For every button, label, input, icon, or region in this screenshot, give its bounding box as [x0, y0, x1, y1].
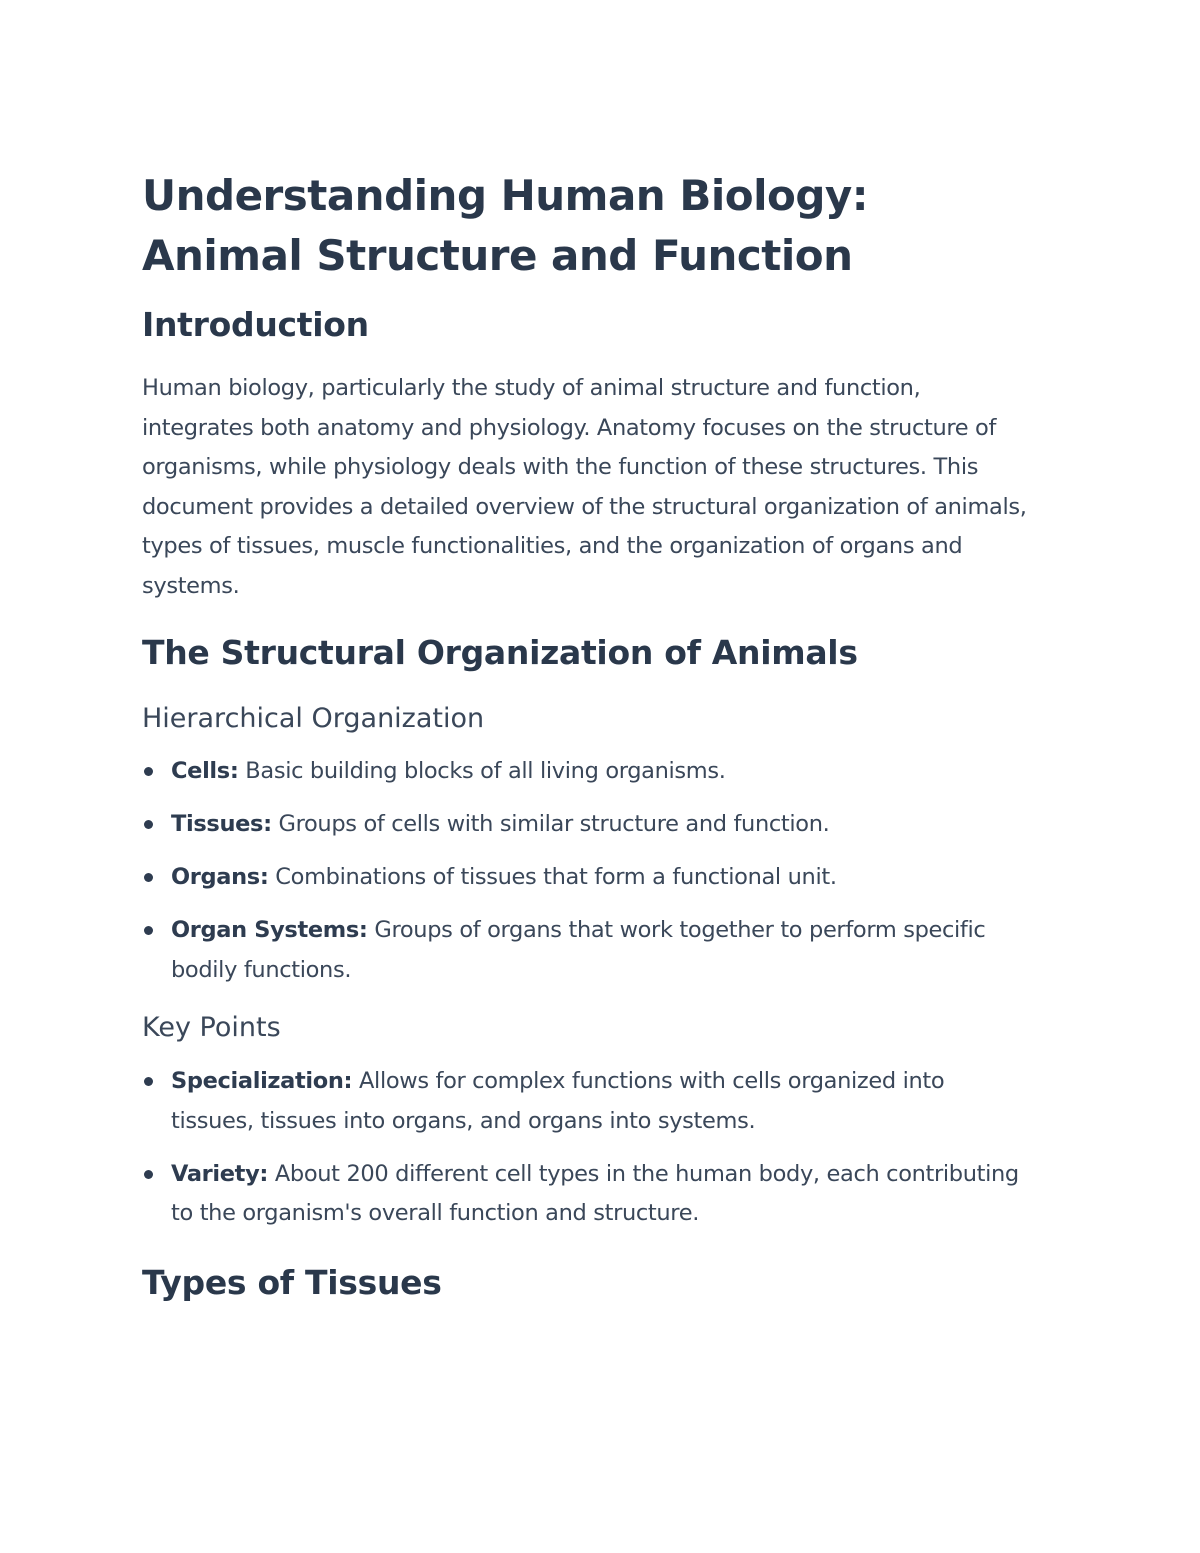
bullet-icon: [144, 926, 153, 935]
document-page: [142, 166, 1042, 1304]
list-item-text: Combinations of tissues that form a functional unit.: [268, 864, 837, 890]
bullet-icon: [144, 767, 153, 776]
list-item-text: Groups of organs that work together to perform specific bodily functions.: [171, 917, 986, 983]
bullet-icon: [144, 1170, 153, 1179]
list-item-text: About 200 different cell types in the human body, each contributing to the organism's overall function and structure.: [171, 1160, 1019, 1226]
list-item-text: Allows for complex functions with cells organized into tissues, tissues into organs, and organs into systems.: [171, 1068, 945, 1134]
list-item: [142, 752, 1002, 792]
list-item-term: Variety:: [171, 1160, 269, 1187]
list-item-term: Tissues:: [171, 811, 272, 837]
bullet-icon: [144, 1077, 153, 1086]
section-heading-structural-organization: The Structural Organization of Animals: [142, 633, 858, 672]
introduction-paragraph: Human biology, particularly the study of animal structure and function, integrates both anatomy and physiology. Anatomy focuses on the structure of organisms, while physiology deals with the function of these structures. This document provides a detailed overview of the structural organization of animals, types of tissues, muscle functionalities, and the organization of organs and systems.: [142, 375, 1027, 599]
subheading-hierarchical-organization: Hierarchical Organization: [142, 703, 485, 734]
list-item: [142, 805, 1002, 845]
list-item: [142, 911, 1002, 990]
list-item: [142, 1155, 1027, 1234]
list-item-text: Basic building blocks of all living organisms.: [238, 758, 726, 784]
list-item-term: Organs:: [171, 864, 269, 890]
document-title: Understanding Human Biology: Animal Structure and Function: [142, 171, 869, 280]
list-item: [142, 858, 1002, 898]
bullet-icon: [144, 873, 153, 882]
list-item-term: Organ Systems:: [171, 917, 368, 943]
list-item: [142, 1062, 1027, 1141]
list-item-text: Groups of cells with similar structure and function.: [271, 811, 830, 837]
list-item-term: Specialization:: [171, 1068, 353, 1094]
subheading-key-points: Key Points: [142, 1012, 281, 1043]
hierarchical-organization-list: [142, 752, 1002, 990]
section-heading-introduction: Introduction: [142, 305, 369, 344]
list-item-term: Cells:: [171, 758, 239, 784]
section-heading-types-of-tissues: Types of Tissues: [142, 1262, 442, 1302]
key-points-list: [142, 1062, 1027, 1234]
bullet-icon: [144, 820, 153, 829]
